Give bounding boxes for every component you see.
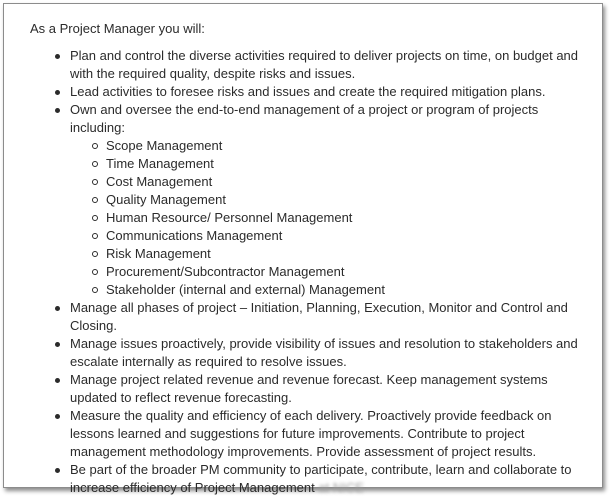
sub-list-item: Scope Management bbox=[106, 137, 596, 155]
sub-list-item: Time Management bbox=[106, 155, 596, 173]
list-item: Plan and control the diverse activities required to deliver projects on time, on budget and with the required quality, despite risks and issues. bbox=[70, 47, 596, 83]
sub-list-item: Stakeholder (internal and external) Management bbox=[106, 281, 596, 299]
list-item-text: Be part of the broader PM community to participate, contribute, learn and collaborate to increase efficiency of Project Management bbox=[70, 462, 572, 495]
redacted-company-name: at NICE bbox=[318, 480, 364, 495]
sub-list-item: Cost Management bbox=[106, 173, 596, 191]
list-item: Lead activities to foresee risks and issues and create the required mitigation plans. bbox=[70, 83, 596, 101]
sub-list-item: Communications Management bbox=[106, 227, 596, 245]
sub-list-item: Risk Management bbox=[106, 245, 596, 263]
sub-list-item: Human Resource/ Personnel Management bbox=[106, 209, 596, 227]
responsibilities-list bbox=[30, 47, 596, 497]
job-description-panel bbox=[3, 3, 603, 495]
list-item: Measure the quality and efficiency of each delivery. Proactively provide feedback on lessons learned and suggestions for future improvements. Contribute to project management methodology improvements. Provide assessment of project results. bbox=[70, 407, 596, 461]
list-item bbox=[70, 101, 596, 299]
list-item-text: Own and oversee the end-to-end management of a project or program of projects including: bbox=[70, 102, 539, 135]
list-item: Manage project related revenue and revenue forecast. Keep management systems updated to reflect revenue forecasting. bbox=[70, 371, 596, 407]
intro-heading: As a Project Manager you will: bbox=[30, 21, 205, 36]
management-areas-list bbox=[70, 137, 596, 299]
list-item bbox=[70, 461, 596, 497]
list-item: Manage issues proactively, provide visibility of issues and resolution to stakeholders and escalate internally as required to resolve issues. bbox=[70, 335, 596, 371]
list-item: Manage all phases of project – Initiation, Planning, Execution, Monitor and Control and Closing. bbox=[70, 299, 596, 335]
sub-list-item: Procurement/Subcontractor Management bbox=[106, 263, 596, 281]
job-description-content bbox=[30, 20, 596, 497]
sub-list-item: Quality Management bbox=[106, 191, 596, 209]
